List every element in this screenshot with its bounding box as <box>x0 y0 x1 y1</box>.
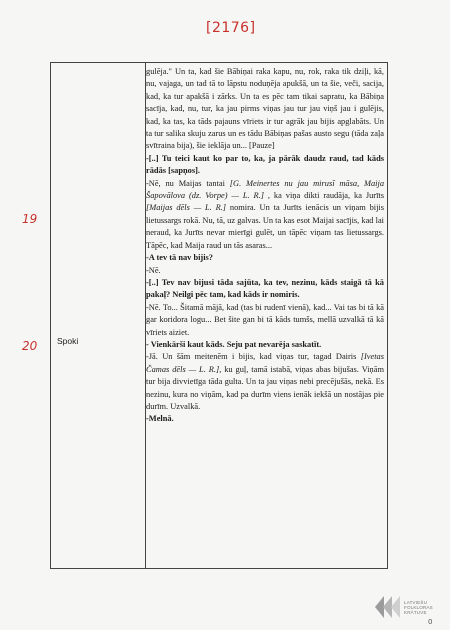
answer-text: -Nē. <box>146 265 161 275</box>
question-text: -[..] Tev nav bijusi tāda sajūta, ka tev, nezinu, kāds staigā tā kā pakaļ? Neilgi pēc tam, kad kāds ir nomiris. <box>146 277 384 300</box>
answer-text: -Nē. To... Šitamā mājā, kad (tas bi rudenī vienā), kad... Vai tas bi tā kā gar koridora logu... Bet šite gan bi tā kāds tumšs, mellā uzvalkā tā kā vīriets aiziet. <box>146 302 384 337</box>
transcript-column <box>146 66 384 426</box>
transcript-table <box>50 62 388 569</box>
margin-number-20: 20 <box>22 339 38 353</box>
chevrons-icon <box>375 596 401 618</box>
question-text: - Vienkārši kaut kāds. Seju pat nevarēja saskatīt. <box>146 339 322 349</box>
question-text: -A tev tā nav bijis? <box>146 253 213 263</box>
topic-label: Spoki <box>57 336 79 346</box>
logo-text: LATVIEŠU FOLKLORAS KRĀTUVE <box>404 599 433 615</box>
topic-column <box>51 63 146 568</box>
archive-logo <box>375 596 433 618</box>
answer-text: -Jā. Un šām meitenēm i bijis, kad viņas tur, tagad Dairis [Ivetas Čamas dēls — L. R.], ku guļ, tamā istabā, viņas abas bijušas. Viņām tur bija divvietīga tāda gulta. Un ta jau viņas nebi precējušās, nekā. Es nezinu, kura no viņām, kad pa durīm viens ienāk iekšā un nostājas pie durīm. Uzvalkā. <box>146 352 384 411</box>
archive-number-stamp: [2176] <box>206 20 256 36</box>
question-text: -[..] Tu teici kaut ko par to, ka, ja pārāk daudz raud, tad kāds rādās [sapņos]. <box>146 153 384 176</box>
page-number: 0 <box>428 618 433 626</box>
answer-text: -Nē, nu Maijas tantai [G. Meinertes nu jau mirusī māsa, Maija Šapovālova (dz. Vorpe) — L. R.] , ka viņa dikti raudāja, ka Jurīts [Maijas dēls — L. R.] nomira. Un ta Jurīts ienācis un viņam bijis lietussargs rokā. Nu, tā, uz galvas. Un ta kas esot Maijai sacījis, kad lai neraud, ka Jurīts nevar mierīgi gulēt, un tāpēc viņam tas lietussargs. Tāpēc, kad Maija raud un tās asaras... <box>146 178 385 250</box>
answer-text: gulēja." Un ta, kad šie Bābiņai raka kapu, nu, rok, raka tik dziļi, kā, nu, vajaga, un tad tā to lāpstu noduņēja apukšā, un ta šie, veči, sacija, kad, ka tur apakšā i zārks. Un ta es pēc tam tikai sapratu, ka Bābiņa sacīja, kad, nu, tur, ka jau pirms viņas jau tur jau viņš jau i gulējis, kad, ka tas, ka tāds pajauns vīriets ir tur agrāk jau bijis apglabāts. Un ta tur salika skuju zarus un es tādu Bābiņas pašas austo segu (tāda zaļa svītraina bija), šie ieklāja un... [Pauze] <box>146 67 384 151</box>
question-text: -Melnā. <box>146 414 174 424</box>
margin-number-19: 19 <box>22 212 38 226</box>
